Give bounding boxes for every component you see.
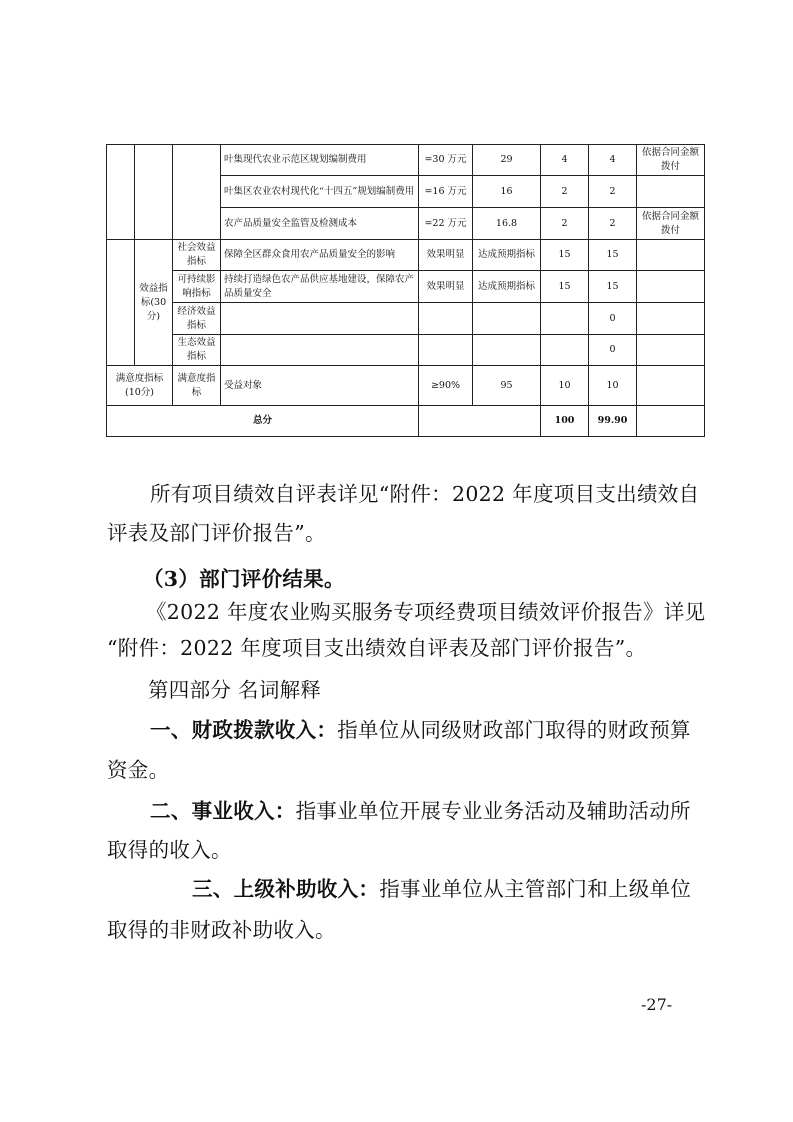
page-number: -27- <box>641 995 673 1014</box>
definition-text: 指事业单位从主管部门和上级单位 <box>379 877 692 901</box>
table-row: 农产品质量安全监管及检测成本 =22 万元 16.8 2 2 依据合同金额拨付 <box>107 208 705 240</box>
table-row: 可持续影响指标 持续打造绿色农产品供应基地建设，保障农产品质量安全 效果明显 达成预期指标 15 15 <box>107 271 705 303</box>
section-heading: （3）部门评价结果。 <box>143 567 345 591</box>
paragraph-line: “附件：2022 年度项目支出绩效自评表及部门评价报告”。 <box>107 636 647 660</box>
performance-table <box>106 144 705 437</box>
paragraph-line: 《2022 年度农业购买服务专项经费项目绩效评价报告》详见 <box>146 600 706 624</box>
definition-text: 指事业单位开展专业业务活动及辅助活动所 <box>295 799 691 823</box>
total-score: 99.90 <box>589 406 637 437</box>
definition-line <box>192 871 691 907</box>
definition-term: 一、财政拨款收入： <box>150 718 338 742</box>
total-row <box>107 406 705 437</box>
total-label: 总分 <box>107 406 419 437</box>
definition-text: 指单位从同级财政部门取得的财政预算 <box>337 718 691 742</box>
definition-line <box>150 712 691 748</box>
table-row: 叶集区农业农村现代化“十四五”规划编制费用 =16 万元 16 2 2 <box>107 176 705 208</box>
paragraph-line: 资金。 <box>107 758 170 782</box>
paragraph-line: 取得的非财政补助收入。 <box>107 918 336 942</box>
definition-line <box>150 793 691 829</box>
total-weight: 100 <box>541 406 589 437</box>
table-row: 叶集现代农业示范区规划编制费用 =30 万元 29 4 4 依据合同金额拨付 <box>107 145 705 176</box>
definition-term: 三、上级补助收入： <box>192 877 380 901</box>
table-row: 生态效益指标 0 <box>107 335 705 366</box>
paragraph-line: 评表及部门评价报告”。 <box>107 521 326 545</box>
benefit-group-label: 效益指标(30分) <box>135 240 173 366</box>
table-row: 效益指标(30分) 社会效益指标 保障全区群众食用农产品质量安全的影响 效果明显 达成预期指标 15 15 <box>107 240 705 271</box>
paragraph-line: 所有项目绩效自评表详见“附件：2022 年度项目支出绩效自 <box>150 482 700 506</box>
table-row: 经济效益指标 0 <box>107 303 705 335</box>
table-row: 满意度指标(10分) 满意度指标 受益对象 ≥90% 95 10 10 <box>107 366 705 406</box>
definition-term: 二、事业收入： <box>150 799 296 823</box>
part-title: 第四部分 名词解释 <box>148 678 322 702</box>
paragraph-line: 取得的收入。 <box>107 838 232 862</box>
